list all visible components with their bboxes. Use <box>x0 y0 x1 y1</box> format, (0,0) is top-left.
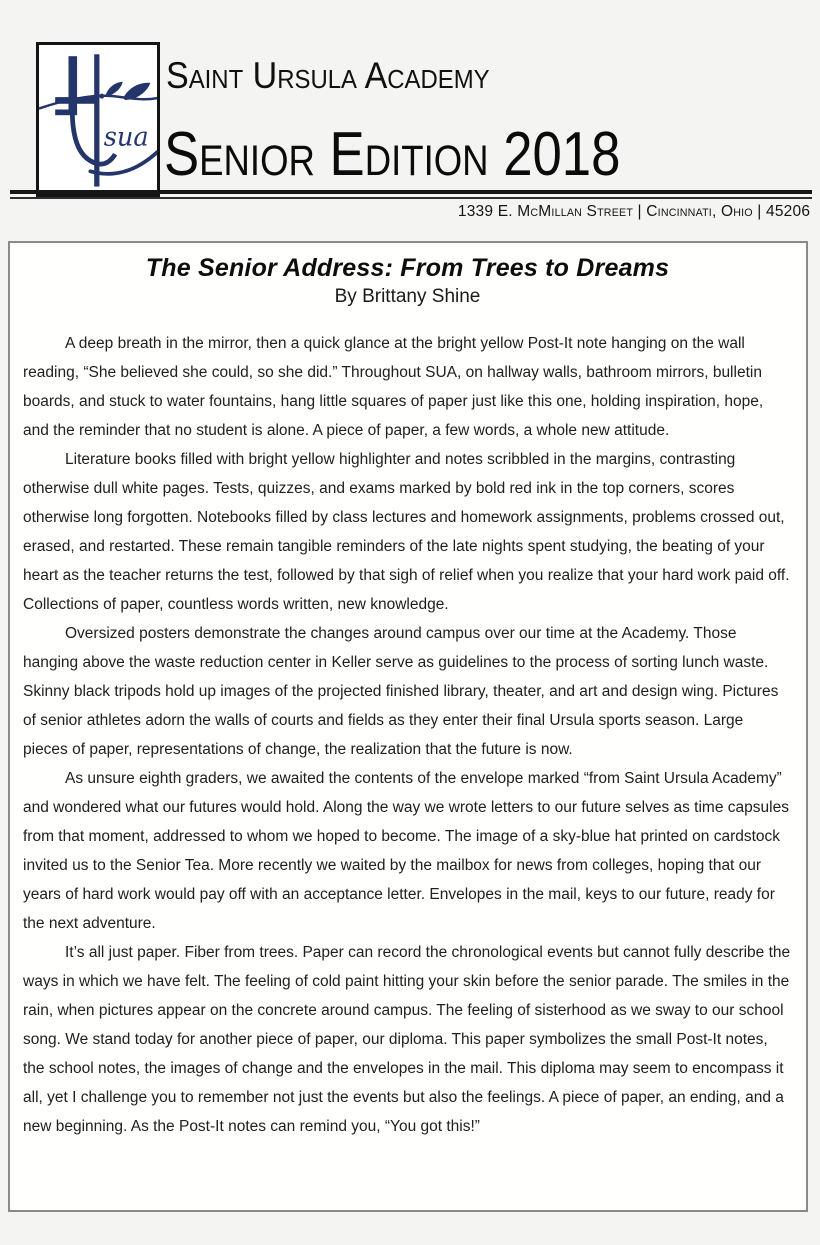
article-title: The Senior Address: From Trees to Dreams <box>145 254 670 282</box>
address-line: 1339 E. McMillan Street | Cincinnati, Ohio | 45206 <box>457 203 810 220</box>
article-paragraph: Literature books filled with bright yellow highlighter and notes scribbled in the margins, contrasting otherwise dull white pages. Tests, quizzes, and exams marked by bold red ink in the top corners, scores otherwise long forgotten. Notebooks filled by class lectures and homework assignments, problems crossed out, erased, and restarted. These remain tangible reminders of the late nights spent studying, the beating of your heart as the teacher returns the test, followed by that sigh of relief when you realize that your hard work paid off. Collections of paper, countless words written, new knowledge. <box>23 451 790 613</box>
masthead-divider-rule <box>10 190 812 199</box>
article-paragraph: Oversized posters demonstrate the changes around campus over our time at the Academy. Those hanging above the waste reduction center in Keller serve as guidelines to the process of sorting lunch waste. Skinny black tripods hold up images of the projected finished library, theater, and art and design wing. Pictures of senior athletes adorn the walls of courts and fields as they enter their final Ursula sports season. Large pieces of paper, representations of change, the realization that the future is now. <box>23 625 779 758</box>
school-name: Saint Ursula Academy <box>166 55 490 96</box>
article-container <box>8 241 808 1212</box>
svg-text:sua: sua <box>103 122 149 153</box>
article-byline: By Brittany Shine <box>334 286 481 307</box>
article-body <box>23 329 792 1141</box>
article-paragraph: A deep breath in the mirror, then a quick glance at the bright yellow Post-It note hanging on the wall reading, “She believed she could, so she did.” Throughout SUA, on hallway walls, bathroom mirrors, bulletin boards, and stuck to water fountains, hang little squares of paper just like this one, holding inspiration, hope, and the reminder that no student is alone. A piece of paper, a few words, a whole new attitude. <box>23 335 764 439</box>
school-logo <box>36 42 160 198</box>
article-paragraph: It’s all just paper. Fiber from trees. Paper can record the chronological events but cannot fully describe the ways in which we have felt. The feeling of cold paint hitting your skin before the senior parade. The smiles in the rain, when pictures appear on the concrete around campus. The feeling of sisterhood as we sway to our school song. We stand today for another piece of paper, our diploma. This paper symbolizes the small Post-It notes, the school notes, the images of change and the envelopes in the mail. This diploma may seem to encompass it all, yet I challenge you to remember not just the events but also the feelings. A piece of paper, an ending, and a new beginning. As the Post-It notes can remind you, “You got this!” <box>23 944 791 1135</box>
edition-title: Senior Edition 2018 <box>164 120 621 189</box>
sua-cross-leaf-crest-icon <box>39 45 157 193</box>
article-paragraph: As unsure eighth graders, we awaited the contents of the envelope marked “from Saint Ursula Academy” and wondered what our futures would hold. Along the way we wrote letters to our future selves as time capsules from that moment, addressed to whom we hoped to become. The image of a sky-blue hat printed on cardstock invited us to the Senior Tea. More recently we waited by the mailbox for news from colleges, hoping that our years of hard work would pay off with an acceptance letter. Envelopes in the mail, keys to our future, ready for the next adventure. <box>23 770 789 932</box>
